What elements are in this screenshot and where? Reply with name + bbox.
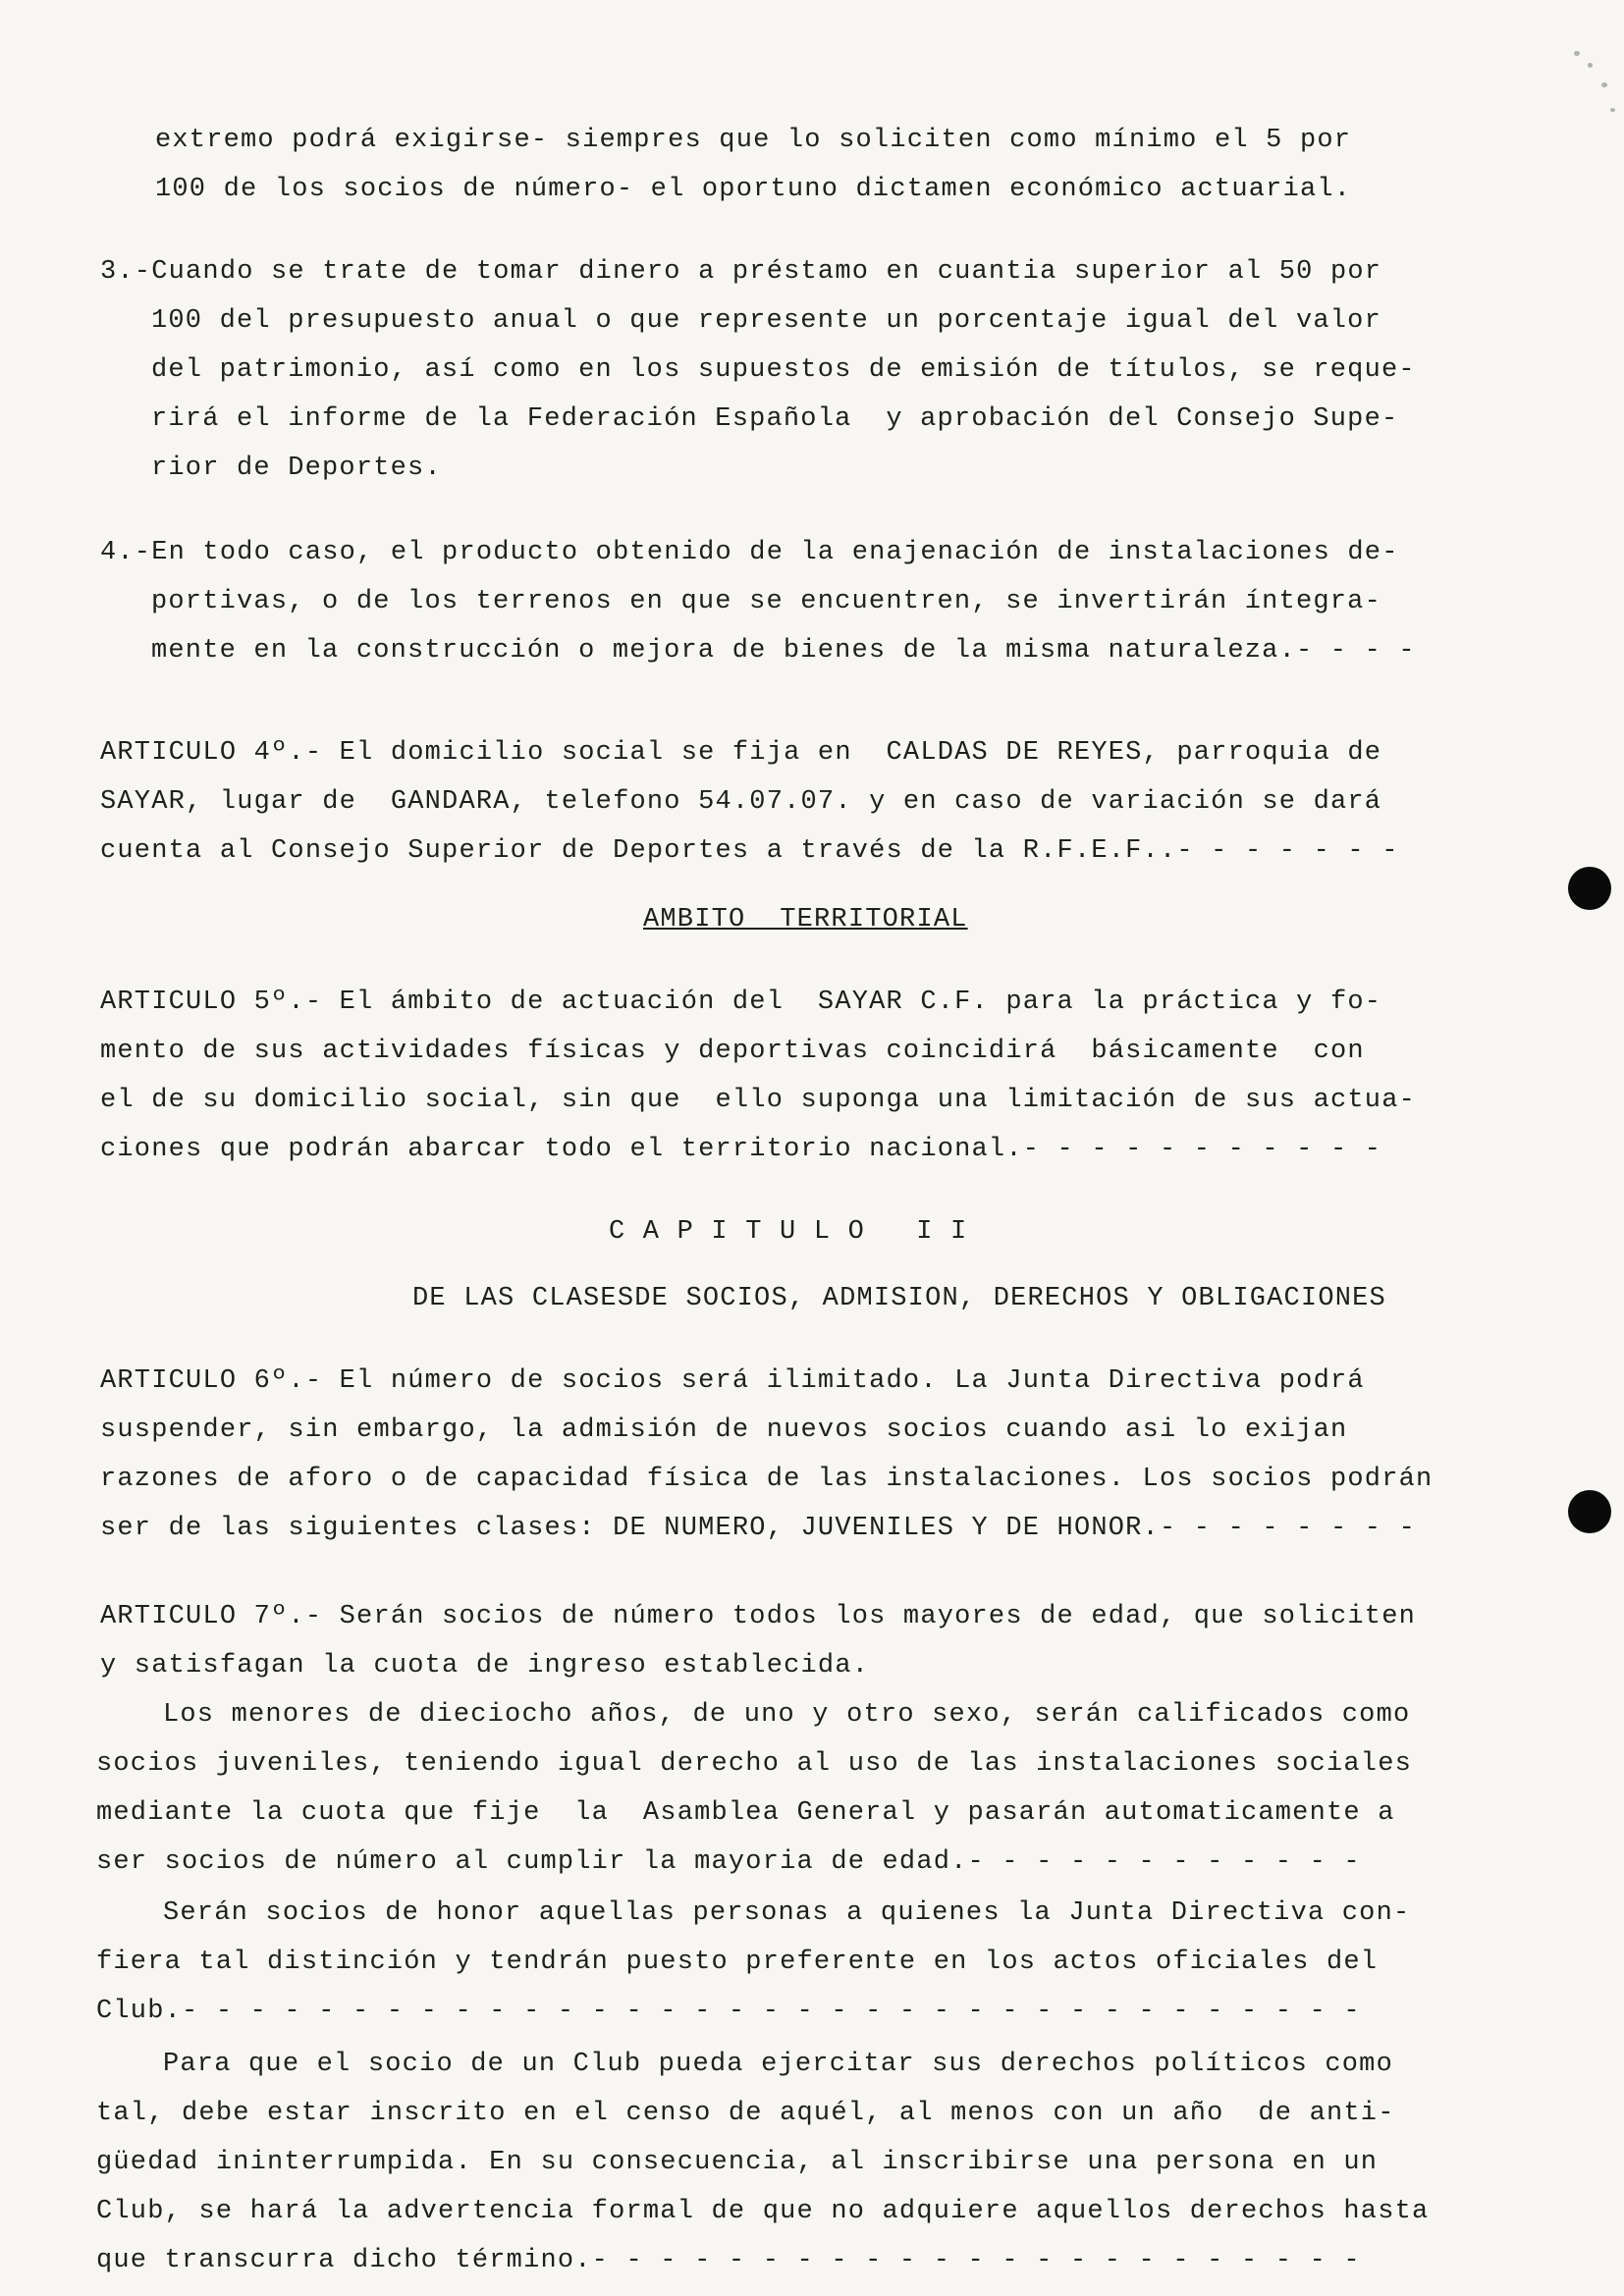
text-line: extremo podrá exigirse- siempres que lo soliciten como mínimo el 5 por — [155, 126, 1352, 155]
text-line: el de su domicilio social, sin que ello suponga una limitación de sus actua- — [100, 1086, 1417, 1115]
text-line: ser de las siguientes clases: DE NUMERO, JUVENILES Y DE HONOR.- - - - - - - - — [100, 1514, 1417, 1543]
text-line: rior de Deportes. — [151, 454, 442, 483]
text-line: y satisfagan la cuota de ingreso establecida. — [100, 1651, 870, 1681]
text-line: Para que el socio de un Club pueda ejercitar sus derechos políticos como — [163, 2050, 1393, 2079]
punch-hole-top — [1568, 867, 1611, 910]
text-line: fiera tal distinción y tendrán puesto preferente en los actos oficiales del — [96, 1948, 1379, 1977]
text-line: Serán socios de honor aquellas personas a quienes la Junta Directiva con- — [163, 1898, 1411, 1928]
text-line: mente en la construcción o mejora de bienes de la misma naturaleza.- - - - — [151, 636, 1416, 666]
text-line: ARTICULO 6º.- El número de socios será ilimitado. La Junta Directiva podrá — [100, 1366, 1365, 1396]
text-line: 4.-En todo caso, el producto obtenido de la enajenación de instalaciones de- — [100, 538, 1399, 567]
text-line: ciones que podrán abarcar todo el territorio nacional.- - - - - - - - - - - — [100, 1135, 1382, 1164]
text-line: ARTICULO 5º.- El ámbito de actuación del SAYAR C.F. para la práctica y fo- — [100, 988, 1382, 1017]
text-line: mento de sus actividades físicas y deportivas coincidirá básicamente con — [100, 1037, 1365, 1066]
text-line: cuenta al Consejo Superior de Deportes a través de la R.F.E.F..- - - - - - - — [100, 836, 1399, 866]
scan-speck — [1574, 51, 1580, 56]
text-line: que transcurra dicho término.- - - - - - - - - - - - - - - - - - - - - - - — [96, 2246, 1361, 2275]
scan-speck — [1610, 108, 1615, 112]
chapter-heading: C A P I T U L O I I — [609, 1217, 968, 1247]
text-line: 100 de los socios de número- el oportuno dictamen económico actuarial. — [155, 175, 1352, 204]
text-line: Club, se hará la advertencia formal de que no adquiere aquellos derechos hasta — [96, 2197, 1430, 2226]
text-line: tal, debe estar inscrito en el censo de aquél, al menos con un año de anti- — [96, 2099, 1395, 2128]
text-line: rirá el informe de la Federación Española y aprobación del Consejo Supe- — [151, 404, 1399, 434]
scan-speck — [1588, 63, 1593, 68]
text-line: ser socios de número al cumplir la mayoria de edad.- - - - - - - - - - - - — [96, 1847, 1361, 1877]
text-line: Los menores de dieciocho años, de uno y otro sexo, serán calificados como — [163, 1700, 1411, 1730]
text-line: 100 del presupuesto anual o que represente un porcentaje igual del valor — [151, 306, 1381, 336]
text-line: suspender, sin embargo, la admisión de nuevos socios cuando asi lo exijan — [100, 1415, 1348, 1445]
text-line: SAYAR, lugar de GANDARA, telefono 54.07.07. y en caso de variación se dará — [100, 787, 1382, 817]
text-line: ARTICULO 7º.- Serán socios de número todos los mayores de edad, que soliciten — [100, 1602, 1417, 1631]
text-line: güedad ininterrumpida. En su consecuencia, al inscribirse una persona en un — [96, 2148, 1379, 2177]
punch-hole-bottom — [1568, 1490, 1611, 1533]
text-line: portivas, o de los terrenos en que se encuentren, se invertirán íntegra- — [151, 587, 1381, 616]
section-heading: AMBITO TERRITORIAL — [643, 905, 968, 934]
text-line: razones de aforo o de capacidad física de las instalaciones. Los socios podrán — [100, 1465, 1434, 1494]
chapter-subtitle: DE LAS CLASESDE SOCIOS, ADMISION, DERECHOS Y OBLIGACIONES — [412, 1284, 1386, 1313]
text-line: Club.- - - - - - - - - - - - - - - - - - - - - - - - - - - - - - - - - - - — [96, 1997, 1361, 2026]
text-line: mediante la cuota que fije la Asamblea General y pasarán automaticamente a — [96, 1798, 1395, 1828]
text-line: del patrimonio, así como en los supuestos de emisión de títulos, se reque- — [151, 355, 1416, 385]
text-line: 3.-Cuando se trate de tomar dinero a préstamo en cuantia superior al 50 por — [100, 257, 1382, 287]
scan-speck — [1601, 82, 1607, 87]
text-line: ARTICULO 4º.- El domicilio social se fija en CALDAS DE REYES, parroquia de — [100, 738, 1382, 768]
text-line: socios juveniles, teniendo igual derecho al uso de las instalaciones sociales — [96, 1749, 1413, 1779]
